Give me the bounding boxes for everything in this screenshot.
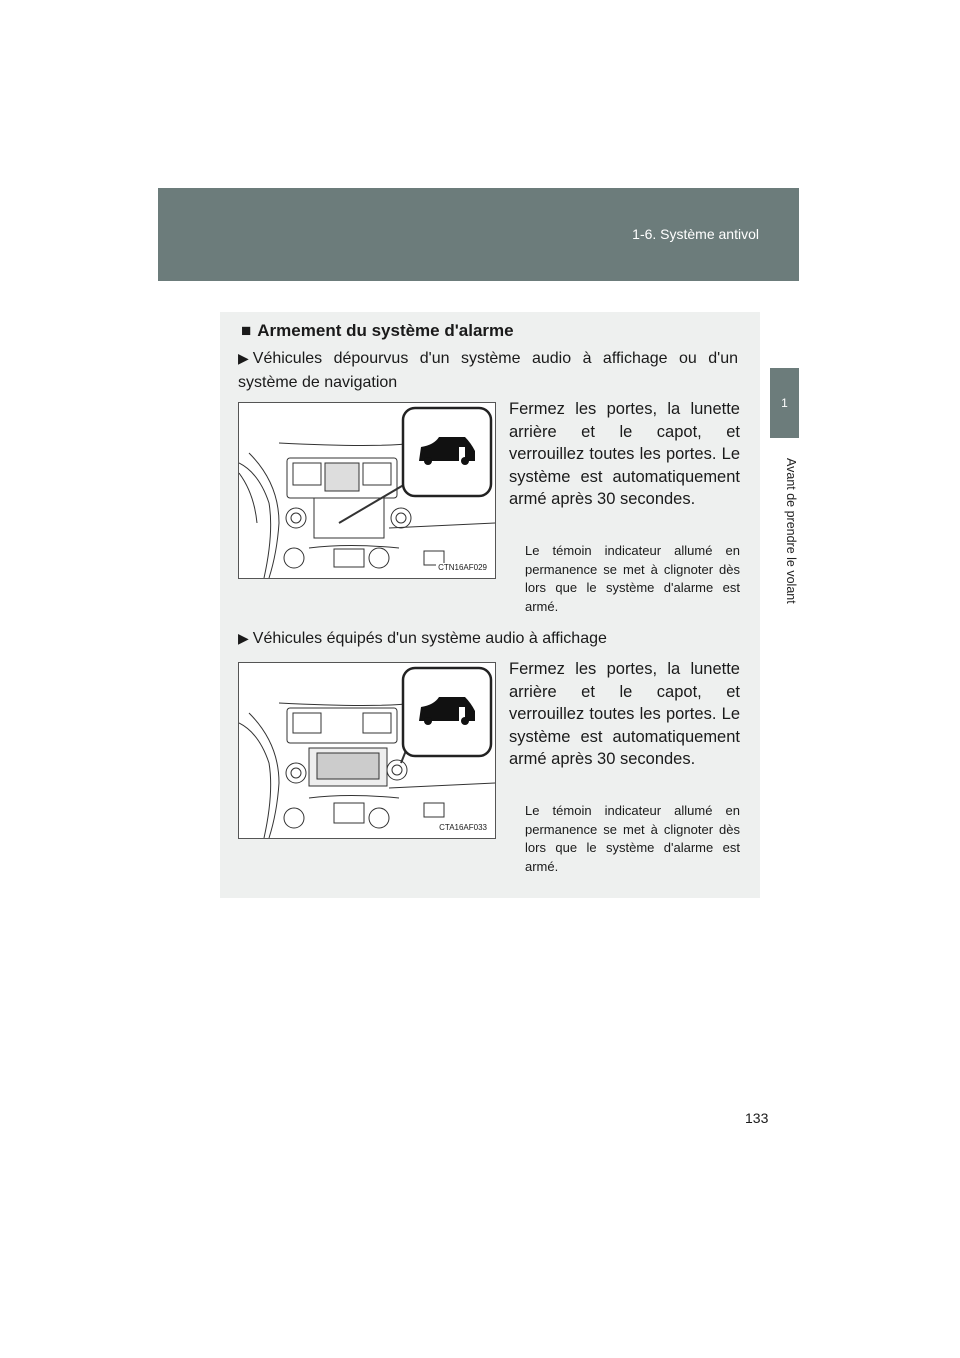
chapter-number: 1 [781,396,788,410]
dashboard-figure-2 [238,662,496,839]
figure-code-2: CTA16AF033 [439,823,487,832]
variant1-instruction: Fermez les portes, la lunette arrière et le capot, et verrouillez toutes les portes. Le système est automatiquement armé après 30 secondes. [509,400,740,508]
variant1-label-row [238,346,738,395]
arrow-right-icon: ▶ [238,630,249,646]
content-panel [220,312,760,898]
chapter-tab [770,368,799,438]
dashboard-illustration-1 [239,403,495,578]
dashboard-illustration-2 [239,663,495,838]
page-number: 133 [745,1110,769,1126]
arrow-right-icon: ▶ [238,350,249,366]
variant1-label: Véhicules dépourvus d'un système audio à affichage ou d'un système de navigation [238,350,738,391]
variant1-note: Le témoin indicateur allumé en permanence se met à clignoter dès lors que le système d'alarme est armé. [525,543,740,614]
heading-text: Armement du système d'alarme [257,321,514,340]
section-title: 1-6. Système antivol [632,226,759,242]
header-band [158,188,799,281]
heading-marker: ■ [241,321,252,340]
variant2-label-row [238,626,738,651]
dashboard-figure-1 [238,402,496,579]
section-heading [241,321,514,341]
variant2-instruction: Fermez les portes, la lunette arrière et le capot, et verrouillez toutes les portes. Le système est automatiquement armé après 30 secondes. [509,660,740,768]
chapter-title: Avant de prendre le volant [784,458,798,604]
variant2-label: Véhicules équipés d'un système audio à affichage [252,630,607,647]
variant2-note: Le témoin indicateur allumé en permanence se met à clignoter dès lors que le système d'alarme est armé. [525,803,740,874]
figure-code-1: CTN16AF029 [438,563,487,572]
